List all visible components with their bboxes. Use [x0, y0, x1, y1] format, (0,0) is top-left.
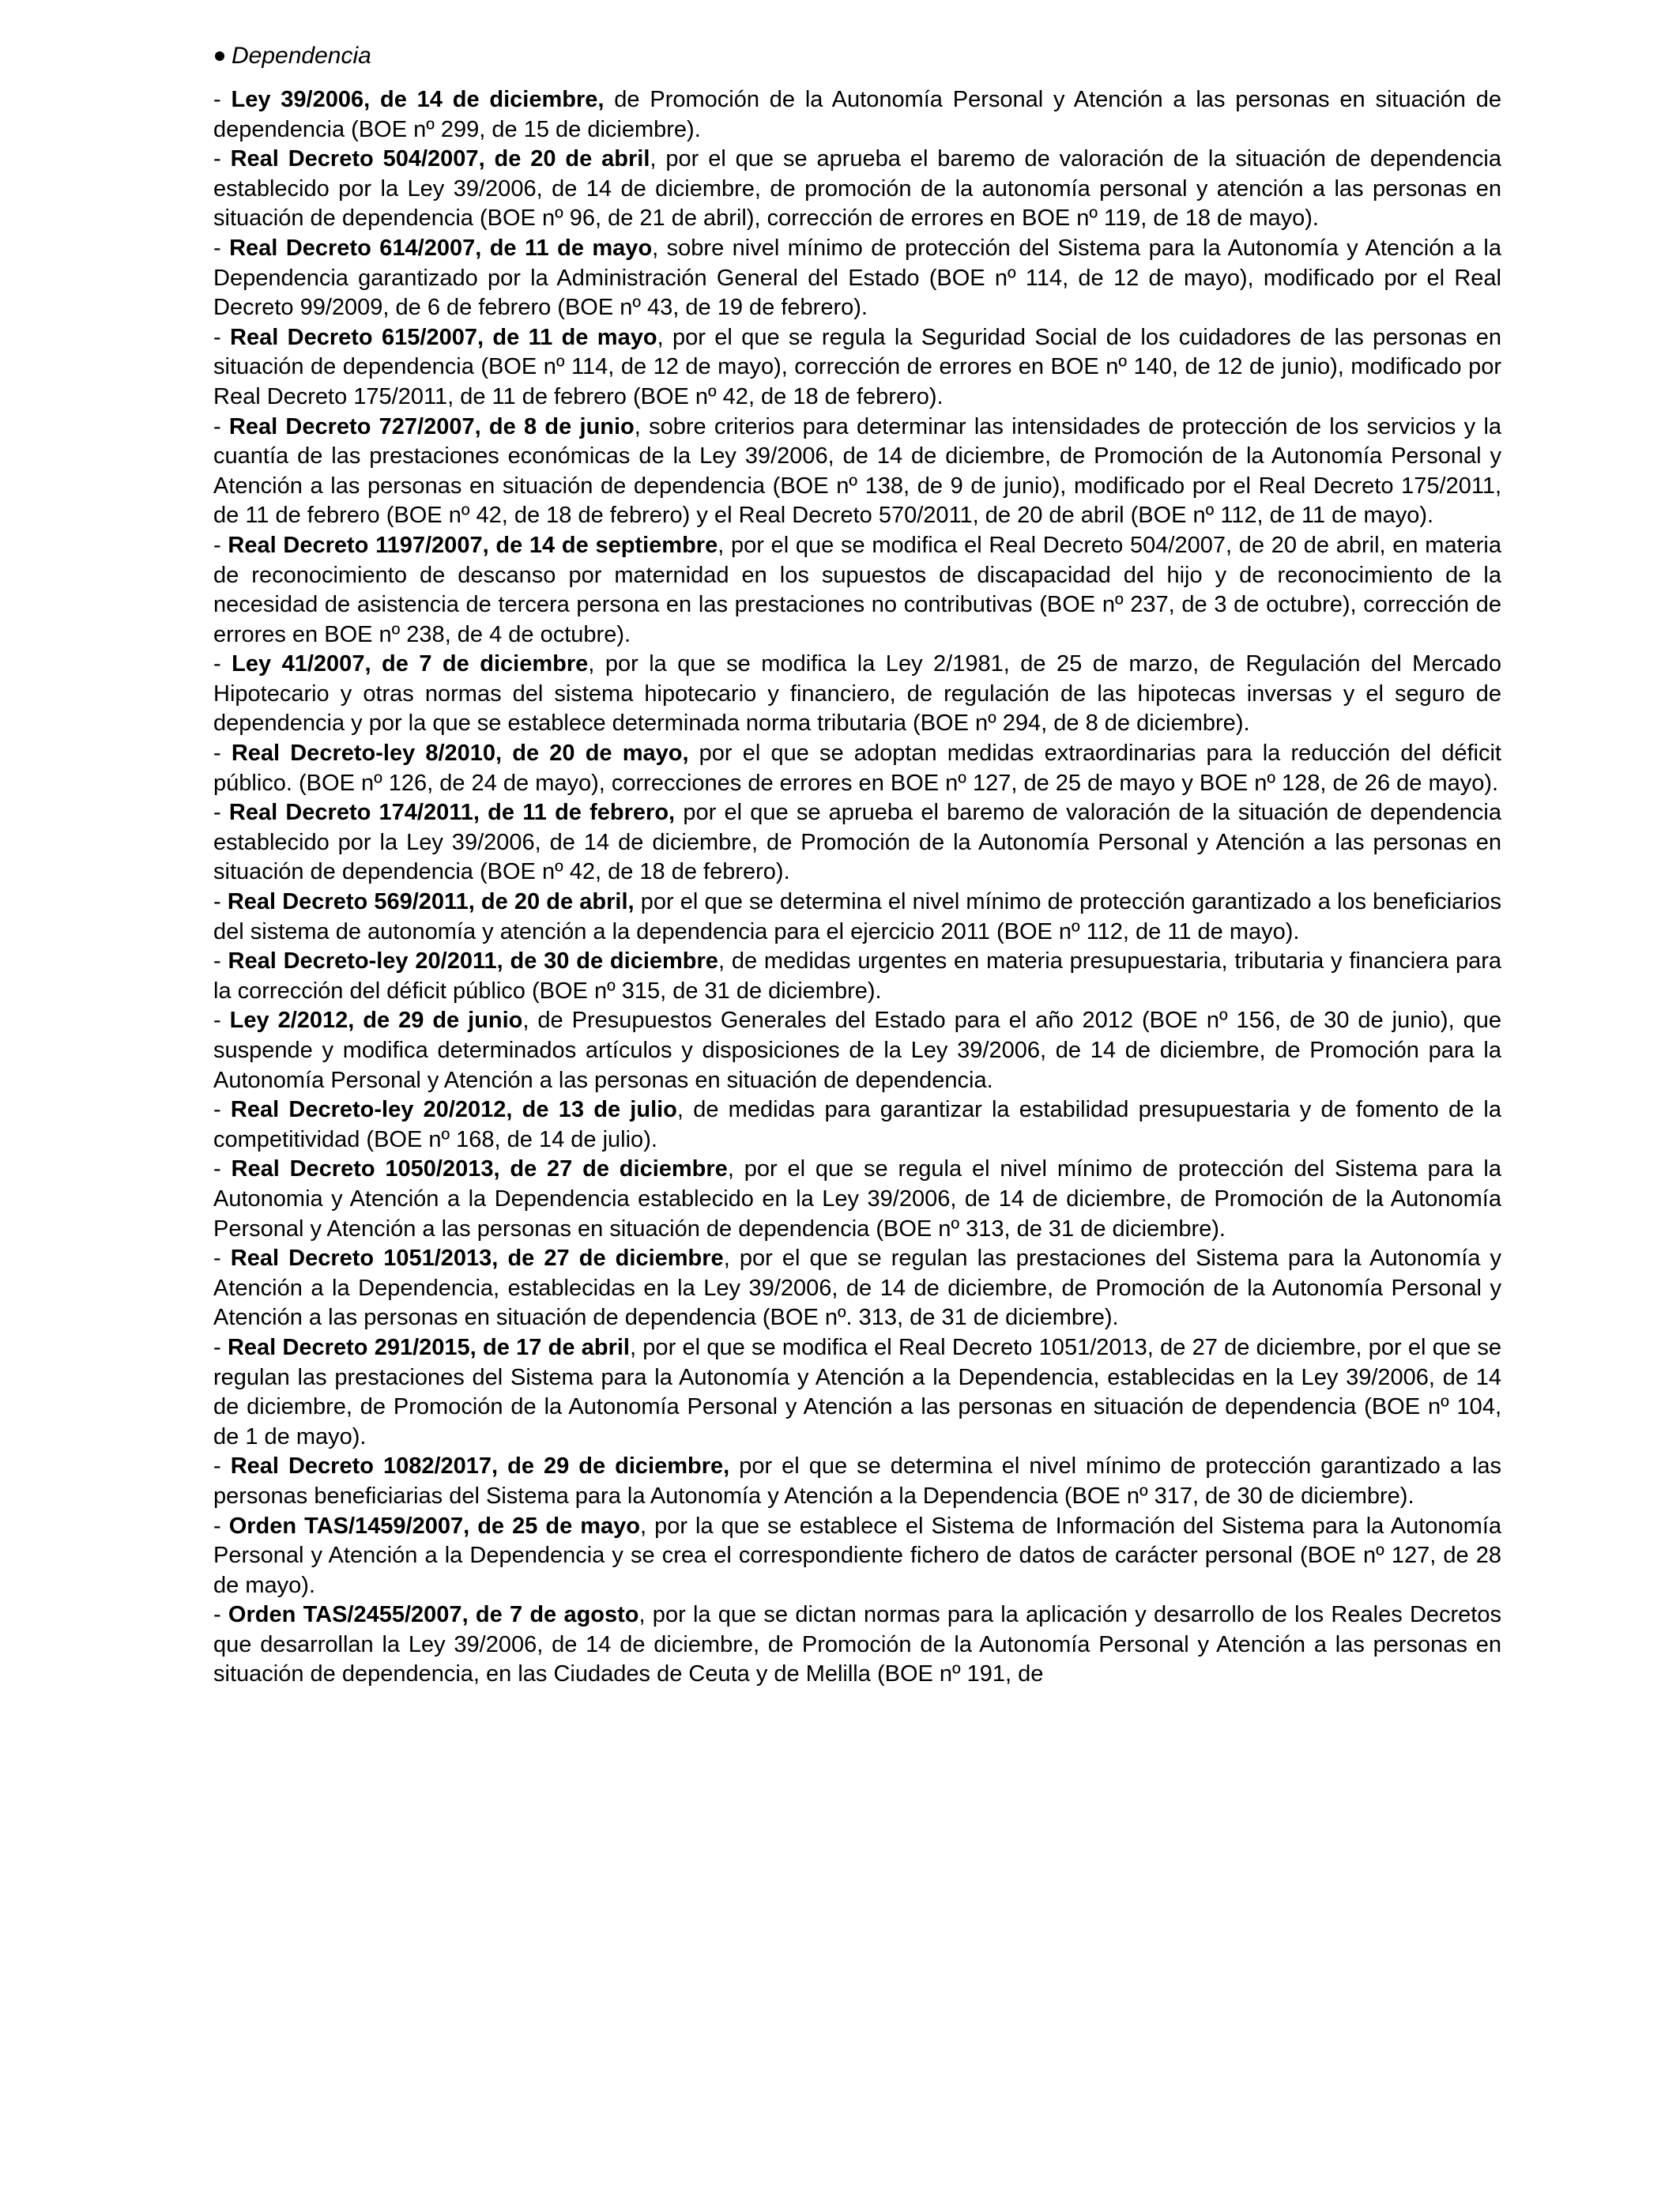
entry-dash: - [213, 741, 232, 767]
legislation-entry [213, 1155, 1501, 1244]
entry-dash: - [213, 1602, 228, 1628]
entry-dash: - [213, 324, 231, 350]
entry-title: Real Decreto 1050/2013, de 27 de diciembre [231, 1156, 728, 1182]
entry-dash: - [213, 1008, 230, 1034]
document-page [213, 41, 1501, 1690]
entry-dash: - [213, 1156, 232, 1182]
legislation-entry [213, 531, 1501, 650]
entry-title: Real Decreto 614/2007, de 11 de mayo [229, 235, 653, 261]
legislation-entry [213, 1095, 1501, 1155]
entry-text: por el que se aprueba el baremo de valoración de la situación de dependencia establecido por la Ley 39/2006, de 14 de diciembre, de Promoción de la Autonomía Personal y Atención a las personas en situación de dependencia (BOE nº 42, de 18 de febrero). [213, 800, 1501, 885]
entry-title: Ley 41/2007, de 7 de diciembre [232, 651, 589, 677]
entry-title: Real Decreto-ley 20/2012, de 13 de julio [230, 1097, 677, 1123]
entry-dash: - [213, 1453, 231, 1480]
entry-dash: - [213, 413, 229, 439]
entry-text: , por el que se regula el nivel mínimo de protección del Sistema para la Autonomia y Atención a la Dependencia establecido en la Ley 39/2006, de 14 de diciembre, de Promoción de la Autonomía Personal y Atención a las personas en situación de dependencia (BOE nº 313, de 31 de diciembre). [213, 1156, 1502, 1242]
legislation-entry [213, 1452, 1501, 1511]
entry-title: Real Decreto 727/2007, de 8 de junio [228, 413, 635, 439]
entry-dash: - [213, 889, 228, 915]
legislation-entry [213, 1333, 1501, 1452]
legislation-entry [213, 323, 1501, 413]
entry-text: , por el que se aprueba el baremo de valoración de la situación de dependencia establecido por la Ley 39/2006, de 14 de diciembre, de promoción de la autonomía personal y atención a las personas en situación de dependencia (BOE nº 96, de 21 de abril), corrección de errores en BOE nº 119, de 18 de mayo). [213, 146, 1501, 232]
bullet-icon [215, 51, 224, 61]
legislation-entry [213, 1244, 1501, 1333]
section-heading-text: Dependencia [232, 43, 371, 69]
entry-dash: - [213, 235, 230, 261]
entry-title: Real Decreto 291/2015, de 17 de abril [227, 1334, 630, 1360]
entry-title: Real Decreto 504/2007, de 20 de abril [230, 146, 650, 172]
entry-dash: - [213, 1097, 231, 1123]
entry-text: , sobre nivel mínimo de protección del Sistema para la Autonomía y Atención a la Dependencia garantizado por la Administración General del Estado (BOE nº 114, de 12 de mayo), modificado por el Real Decreto 99/2009, de 6 de febrero (BOE nº 43, de 19 de febrero). [213, 235, 1501, 321]
entry-title: Real Decreto-ley 8/2010, de 20 de mayo, [231, 741, 689, 767]
entry-text: , de medidas urgentes en materia presupuestaria, tributaria y financiera para la corrección del déficit público (BOE nº 315, de 31 de diciembre). [213, 948, 1502, 1004]
legislation-entry [213, 739, 1501, 798]
section-heading [213, 41, 1501, 71]
entry-text: , por el que se modifica el Real Decreto 504/2007, de 20 de abril, en materia de reconocimiento de descanso por maternidad en los supuestos de discapacidad del hijo y de reconocimiento de la necesidad de asistencia de tercera persona en las prestaciones no contributivas (BOE nº 237, de 3 de octubre), corrección de errores en BOE nº 238, de 4 de octubre). [213, 532, 1501, 647]
legislation-entry [213, 888, 1501, 947]
legislation-entry [213, 85, 1501, 145]
entry-text: , por la que se establece el Sistema de Información del Sistema para la Autonomía Personal y Atención a la Dependencia y se crea el correspondiente fichero de datos de carácter personal (BOE nº 127, de 28 de mayo). [213, 1513, 1501, 1598]
entry-dash: - [213, 532, 228, 558]
entry-text: , por el que se regula la Seguridad Social de los cuidadores de las personas en situación de dependencia (BOE nº 114, de 12 de mayo), corrección de errores en BOE nº 140, de 12 de junio), modificado por Real Decreto 175/2011, de 11 de febrero (BOE nº 42, de 18 de febrero). [213, 324, 1502, 409]
entry-title: Real Decreto 569/2011, de 20 de abril, [227, 889, 635, 915]
entry-text: de Promoción de la Autonomía Personal y Atención a las personas en situación de dependencia (BOE nº 299, de 15 de diciembre). [213, 87, 1501, 142]
entry-text: , por la que se modifica la Ley 2/1981, de 25 de marzo, de Regulación del Mercado Hipotecario y otras normas del sistema hipotecario y financiero, de regulación de las hipotecas inversas y el seguro de dependencia y por la que se establece determinada norma tributaria (BOE nº 294, de 8 de diciembre). [213, 651, 1502, 737]
entry-text: , de Presupuestos Generales del Estado para el año 2012 (BOE nº 156, de 30 de junio), que suspende y modifica determinados artículos y disposiciones de la Ley 39/2006, de 14 de diciembre, de Promoción para la Autonomía Personal y Atención a las personas en situación de dependencia. [213, 1008, 1501, 1093]
legislation-entry [213, 1512, 1501, 1601]
legislation-entry [213, 1600, 1501, 1690]
entry-title: Real Decreto 174/2011, de 11 de febrero, [228, 800, 676, 826]
entry-dash: - [213, 146, 231, 172]
legislation-entry [213, 798, 1501, 888]
entry-text: por el que se determina el nivel mínimo de protección garantizado a las personas beneficiarias del Sistema para la Autonomía y Atención a la Dependencia (BOE nº 317, de 30 de diciembre). [213, 1453, 1502, 1509]
entry-text: , de medidas para garantizar la estabilidad presupuestaria y de fomento de la competitividad (BOE nº 168, de 14 de julio). [213, 1097, 1502, 1152]
legislation-entry [213, 234, 1501, 323]
entry-dash: - [213, 1513, 229, 1539]
entry-dash: - [213, 87, 232, 112]
entry-title: Real Decreto 1082/2017, de 29 de diciembre, [230, 1453, 730, 1480]
legislation-entry [213, 145, 1501, 234]
entry-text: por el que se adoptan medidas extraordinarias para la reducción del déficit público. (BOE nº 126, de 24 de mayo), correcciones de errores en BOE nº 127, de 25 de mayo y BOE nº 128, de 26 de mayo). [213, 741, 1501, 796]
entry-title: Real Decreto 615/2007, de 11 de mayo [230, 324, 657, 350]
legislation-entry [213, 947, 1501, 1006]
entry-title: Ley 2/2012, de 29 de junio [229, 1008, 523, 1034]
entry-text: , por el que se modifica el Real Decreto 1051/2013, de 27 de diciembre, por el que se regulan las prestaciones del Sistema para la Autonomía y Atención a la Dependencia, establecidas en la Ley 39/2006, de 14 de diciembre, de Promoción de la Autonomía Personal y Atención a las personas en situación de dependencia (BOE nº 104, de 1 de mayo). [213, 1334, 1501, 1449]
entry-text: , sobre criterios para determinar las intensidades de protección de los servicios y la cuantía de las prestaciones económicas de la Ley 39/2006, de 14 de diciembre, de Promoción de la Autonomía Personal y Atención a las personas en situación de dependencia (BOE nº 138, de 9 de junio), modificado por el Real Decreto 175/2011, de 11 de febrero (BOE nº 42, de 18 de febrero) y el Real Decreto 570/2011, de 20 de abril (BOE nº 112, de 11 de mayo). [213, 413, 1502, 529]
legislation-entry [213, 1006, 1501, 1095]
entry-dash: - [213, 651, 232, 677]
legislation-entry [213, 650, 1501, 739]
entry-dash: - [213, 948, 228, 974]
entry-title: Real Decreto 1197/2007, de 14 de septiembre [228, 532, 718, 558]
entry-title: Orden TAS/2455/2007, de 7 de agosto [228, 1602, 639, 1628]
entry-text: , por la que se dictan normas para la aplicación y desarrollo de los Reales Decretos que desarrollan la Ley 39/2006, de 14 de diciembre, de Promoción de la Autonomía Personal y Atención a las personas en situación de dependencia, en las Ciudades de Ceuta y de Melilla (BOE nº 191, de [213, 1602, 1501, 1687]
entry-title: Real Decreto-ley 20/2011, de 30 de diciembre [228, 948, 718, 974]
entry-title: Ley 39/2006, de 14 de diciembre, [231, 87, 605, 112]
legislation-entry [213, 413, 1501, 531]
entry-text: por el que se determina el nivel mínimo de protección garantizado a los beneficiarios del sistema de autonomía y atención a la dependencia para el ejercicio 2011 (BOE nº 112, de 11 de mayo). [213, 889, 1501, 944]
entry-dash: - [213, 1334, 228, 1360]
legislation-list [213, 85, 1501, 1690]
entry-text: , por el que se regulan las prestaciones del Sistema para la Autonomía y Atención a la Dependencia, establecidas en la Ley 39/2006, de 14 de diciembre, de Promoción de la Autonomía Personal y Atención a las personas en situación de dependencia (BOE nº. 313, de 31 de diciembre). [213, 1246, 1501, 1331]
entry-title: Orden TAS/1459/2007, de 25 de mayo [228, 1513, 641, 1539]
entry-dash: - [213, 1246, 231, 1272]
entry-dash: - [213, 800, 229, 826]
entry-title: Real Decreto 1051/2013, de 27 de diciembre [230, 1246, 724, 1272]
